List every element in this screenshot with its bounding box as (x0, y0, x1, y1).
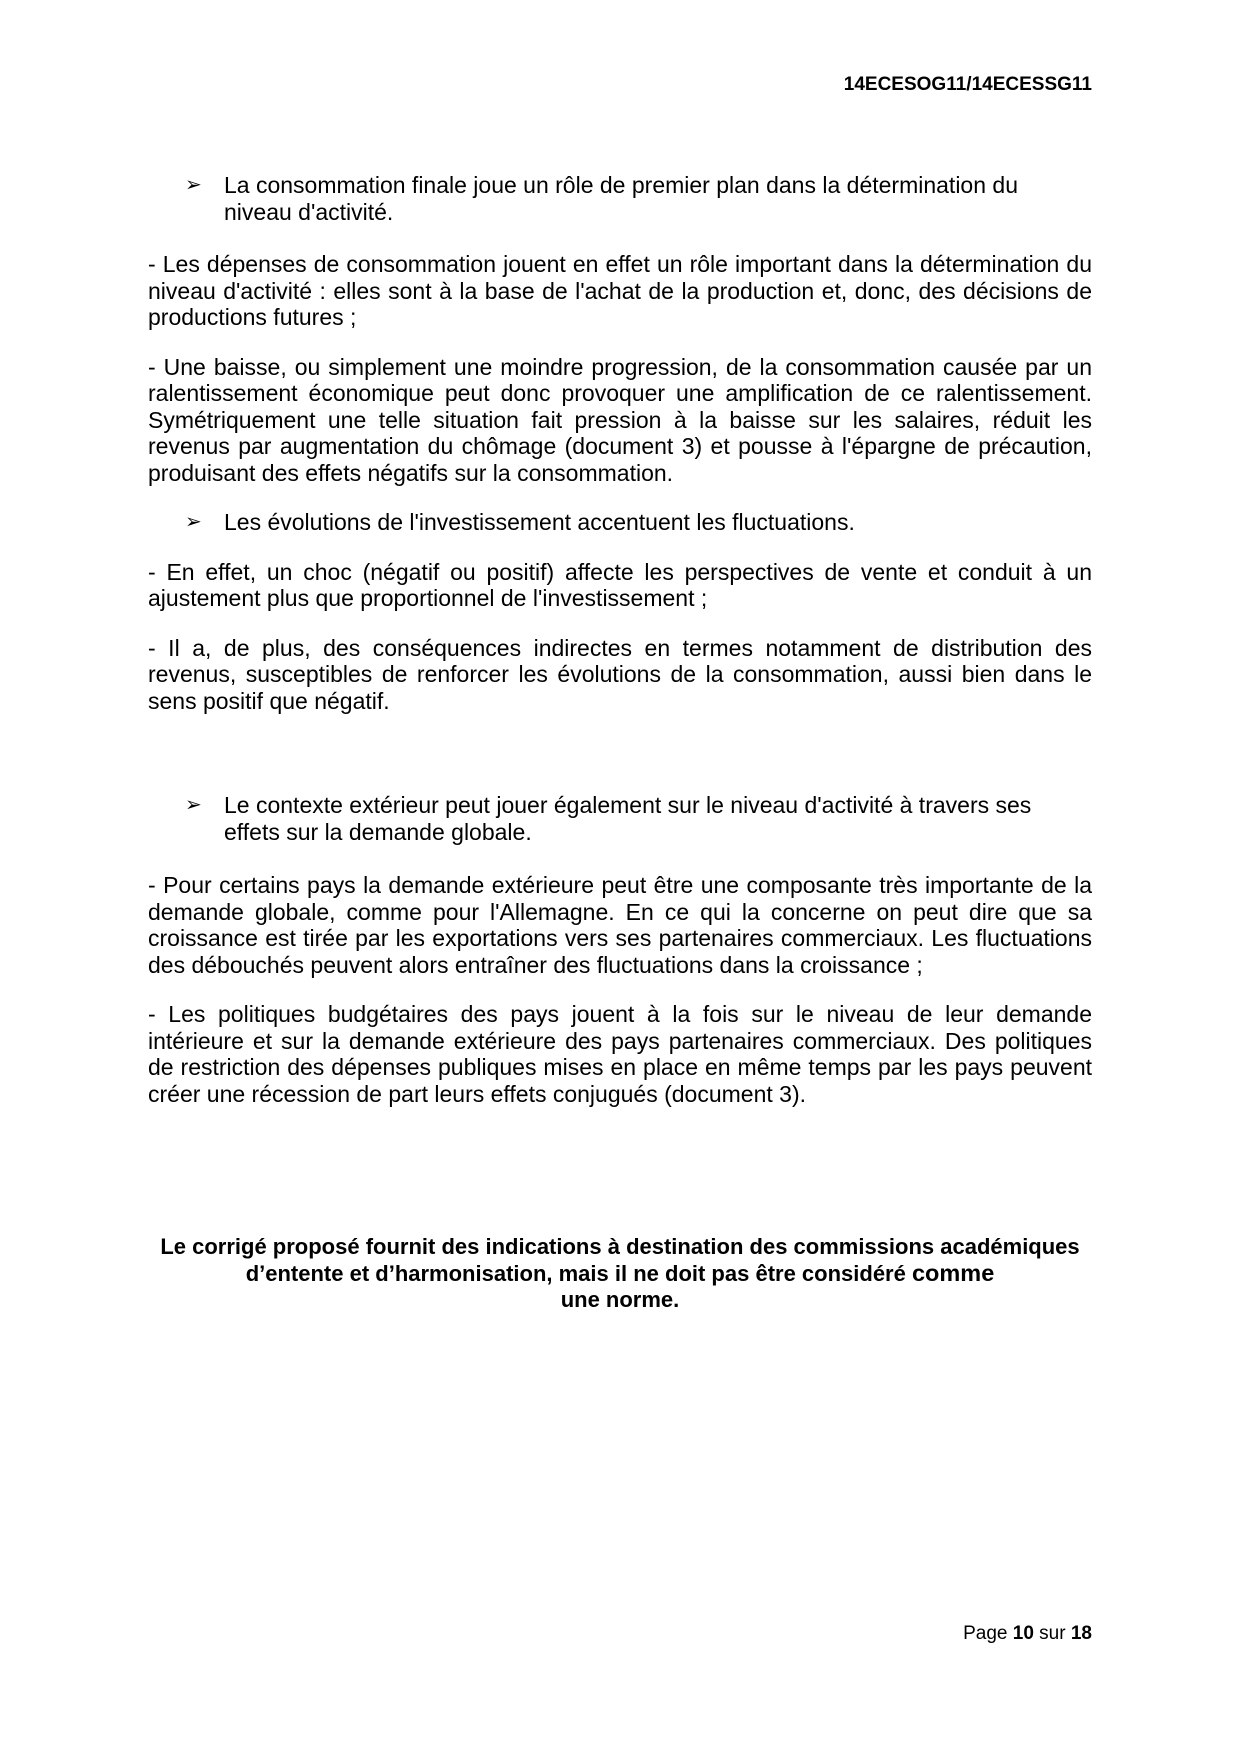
bullet-point (148, 172, 1092, 225)
current-page: 10 (1012, 1623, 1034, 1644)
total-pages: 18 (1070, 1623, 1092, 1644)
document-code: 14ECESOG11/14ECESSG11 (843, 74, 1092, 95)
paragraph: - Une baisse, ou simplement une moindre progression, de la consommation causée par un ralentissement économique peut donc provoquer une amplification de ce ralentissement. Symétriquement une telle situation fait pression à la baisse sur les salaires, réduit les revenus par augmentation du chômage (document 3) et pousse à l'épargne de précaution, produisant des effets négatifs sur la consommation. (148, 353, 1092, 486)
paragraph: - Pour certains pays la demande extérieure peut être une composante très importante de la demande globale, comme pour l'Allemagne. En ce qui la concerne on peut dire que sa croissance est tirée par les exportations vers ses partenaires commerciaux. Les fluctuations des débouchés peuvent alors entraîner des fluctuations dans la croissance ; (148, 872, 1092, 978)
paragraph: - Les dépenses de consommation jouent en effet un rôle important dans la détermination du niveau d'activité : elles sont à la base de l'achat de la production et, donc, des décisions de productions futures ; (148, 251, 1092, 330)
page-number (963, 1623, 1092, 1645)
arrow-bullet-icon: ➢ (185, 511, 202, 533)
bullet-point (148, 792, 1092, 845)
main-content (148, 172, 1092, 1107)
conclusion-text-emphasis: comme (911, 1260, 995, 1286)
conclusion-text: Le corrigé proposé fournit des indications à destination des commissions académiques d’entente et d’harmonisation, mais il ne doit pas être considéré (160, 1234, 1080, 1286)
conclusion-text-end: une norme. (560, 1287, 680, 1312)
conclusion-note (148, 1234, 1092, 1313)
bullet-text: Le contexte extérieur peut jouer également sur le niveau d'activité à travers ses effets sur la demande globale. (224, 792, 1032, 845)
page-label: Page (963, 1623, 1008, 1644)
arrow-bullet-icon: ➢ (185, 174, 202, 196)
bullet-text: Les évolutions de l'investissement accentuent les fluctuations. (224, 509, 855, 535)
bullet-text: La consommation finale joue un rôle de premier plan dans la détermination du niveau d'activité. (224, 172, 1018, 225)
paragraph: - En effet, un choc (négatif ou positif) affecte les perspectives de vente et conduit à un ajustement plus que proportionnel de l'investissement ; (148, 558, 1092, 611)
arrow-bullet-icon: ➢ (185, 794, 202, 816)
paragraph: - Les politiques budgétaires des pays jouent à la fois sur le niveau de leur demande intérieure et sur la demande extérieure des pays partenaires commerciaux. Des politiques de restriction des dépenses publiques mises en place en même temps par les pays peuvent créer une récession de part leurs effets conjugués (document 3). (148, 1001, 1092, 1107)
bullet-point (148, 509, 1092, 536)
paragraph: - Il a, de plus, des conséquences indirectes en termes notamment de distribution des revenus, susceptibles de renforcer les évolutions de la consommation, aussi bien dans le sens positif que négatif. (148, 634, 1092, 714)
page-separator: sur (1039, 1623, 1066, 1644)
